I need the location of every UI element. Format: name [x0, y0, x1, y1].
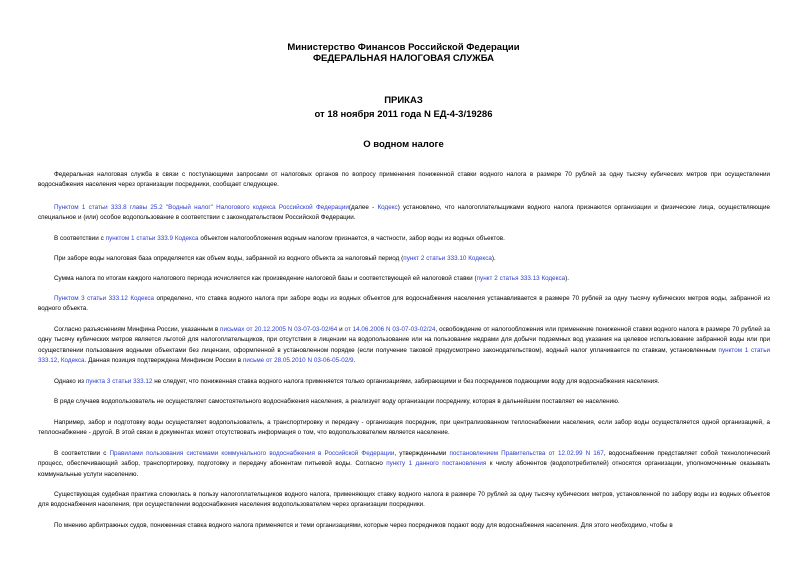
- paragraph-8: Однако из пункта 3 статьи 333.12 не следует, что пониженная ставка водного налога применяется только организациями, забирающими и без посредников подающими воду для водоснабжения населения.: [54, 378, 660, 385]
- link-code[interactable]: Кодекс: [377, 204, 398, 211]
- link-letter-2006[interactable]: от 14.06.2006 N 03-07-03-02/24: [344, 326, 436, 333]
- link-article-333-13[interactable]: пункт 2 статья 333.13 Кодекса: [476, 275, 566, 282]
- paragraph-7: Согласно разъяснениям Минфина России, указанным в письмах от 20.12.2005 N 03-07-03-02/64 и от 14.06.2006 N 03-07-03-02/24, освобождение от налогообложения или применение пониженной ставки водного налога в размере 70 рублей за одну тысячу кубических метров является льготой для налогоплательщиков, при отсутствии в лицензии на водопользование или на пользование недрами для добычи подземных вод указания на целевое использование забранной воды или при осуществлении пользования водными объектами без лицензии, оформленной в установленном порядке (если получение таковой предусмотрено законодательством), водный налог уплачивается по ставкам, установленным пунктом 1 статьи 333.12, Кодекса. Данная позиция подтверждена Минфином России в письме от 28.05.2010 N 03-06-05-02/9.: [38, 326, 771, 365]
- paragraph-9: В ряде случаев водопользователь не осуществляет самостоятельного водоснабжения населения, а реализует воду организации посреднику, которая в дальнейшем поставляет ее населению.: [54, 398, 620, 405]
- paragraph-13: По мнению арбитражных судов, пониженная ставка водного налога применяется и теми организациями, которые через посредников подают воду для водоснабжения населения. Для этого необходимо, чтобы в: [54, 522, 673, 529]
- paragraph-10: Например, забор и подготовку воды осуществляет водопользователь, а транспортировку и передачу - организация посредник, при централизованном теплоснабжении населения, если забор воды осуществляется одной организацией, а теплоснабжение - другой. В этой связи в документах может отсутствовать информация о том, что водопользователем является население.: [38, 419, 770, 437]
- paragraph-1: Федеральная налоговая служба в связи с поступающими запросами от налоговых органов по вопросу применения пониженной ставки водного налога в размере 70 рублей за одну тысячу кубических метров при осуществлении водоснабжения населения через организации посредники, сообщает следующее.: [38, 171, 770, 189]
- link-code-2[interactable]: Кодекса: [60, 357, 85, 365]
- paragraph-11: В соответствии с Правилами пользования системами коммунального водоснабжения в Российской Федерации, утвержденными постановлением Правительства от 12.02.99 N 167, водоснабжение представляет собой технологический процесс, обеспечивающий забор, транспортировку, подготовку и передачу абонентам питьевой воды. Согласно пункту 1 данного постановления к числу абонентов (водопотребителей) относятся организации, уполномоченные оказывать коммунальные услуги населению.: [38, 450, 770, 478]
- link-this-decree[interactable]: данного постановления: [415, 460, 487, 468]
- link-letter-2010[interactable]: письме от 28.05.2010 N 03-06-05-02/9: [243, 357, 354, 365]
- paragraph-4: При заборе воды налоговая база определяется как объем воды, забранной из водного объекта за налоговый период (пункт 2 статьи 333.10 Кодекса).: [54, 255, 496, 262]
- service-name: ФЕДЕРАЛЬНАЯ НАЛОГОВАЯ СЛУЖБА: [312, 53, 495, 64]
- order-label: ПРИКАЗ: [384, 95, 423, 106]
- link-article-333-12-p1[interactable]: пунктом 1 статьи 333.12: [38, 346, 770, 365]
- document-header: [0, 42, 807, 64]
- link-letter-2005[interactable]: письмах от 20.12.2005 N 03-07-03-02/64: [220, 326, 338, 333]
- link-article-333-9[interactable]: пунктом 1 статьи 333.9 Кодекса: [105, 235, 199, 242]
- link-decree-point-1[interactable]: пункту 1: [386, 460, 413, 468]
- order-date: от 18 ноября 2011 года N ЕД-4-3/19286: [314, 109, 493, 120]
- link-article-333-12-p3b[interactable]: пункта 3 статьи 333.12: [85, 378, 153, 385]
- paragraph-3: В соответствии с пунктом 1 статьи 333.9 Кодекса объектом налогообложения водным налогом признается, в частности, забор воды из водных объектов.: [54, 235, 505, 242]
- link-article-333-8[interactable]: Пунктом 1 статьи 333.8 главы 25.2 "Водный налог" Налогового кодекса Российской Федерации: [54, 204, 349, 211]
- paragraph-2: Пунктом 1 статьи 333.8 главы 25.2 "Водный налог" Налогового кодекса Российской Федерации(далее - Кодекс) установлено, что налогоплательщиками водного налога признаются организации и физические лица, осуществляющие специальное и (или) особое водопользование в соответствии с законодательством Российской Федерации.: [38, 204, 771, 222]
- paragraph-5: Сумма налога по итогам каждого налогового периода исчисляется как произведение налоговой базы и соответствующей ей налоговой ставки (пункт 2 статья 333.13 Кодекса).: [54, 275, 569, 282]
- paragraph-6: Пунктом 3 статьи 333.12 Кодекса определено, что ставка водного налога при заборе воды из водных объектов для водоснабжения населения устанавливается в размере 70 рублей за одну тысячу кубических метров воды, забранной из водного объекта.: [38, 295, 770, 313]
- ministry-name: Министерство Финансов Российской Федерации: [287, 42, 520, 53]
- order-subject: О водном налоге: [363, 139, 444, 150]
- paragraph-12: Существующая судебная практика сложилась в пользу налогоплательщиков водного налога, применяющих ставку водного налога в размере 70 рублей за одну тысячу кубических метров, установленной по забору воды из водных объектов для водоснабжения населения, при осуществлении водоснабжения населения водопользователем через организации посредники.: [38, 491, 770, 509]
- link-article-333-10[interactable]: пункт 2 статьи 333.10 Кодекса: [403, 255, 492, 262]
- link-article-333-12-p3[interactable]: Пунктом 3 статьи 333.12 Кодекса: [54, 295, 155, 302]
- link-government-decree-167[interactable]: постановлением Правительства от 12.02.99 N 167: [449, 450, 604, 457]
- link-water-rules[interactable]: Правилами пользования системами коммунального водоснабжения в Российской Федерации: [109, 450, 395, 457]
